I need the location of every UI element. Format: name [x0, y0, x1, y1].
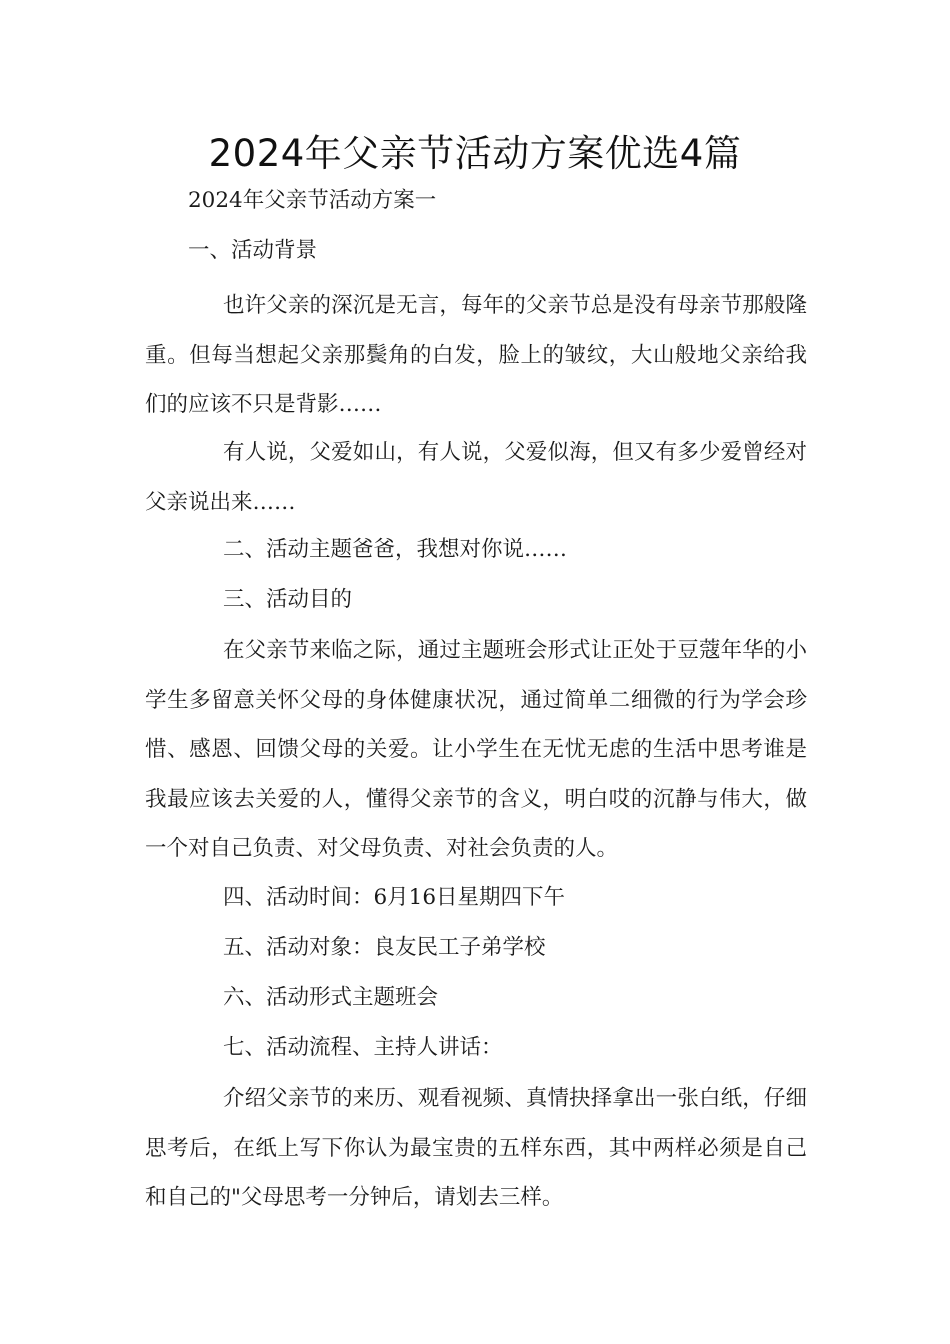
- target-line: 五、活动对象：良友民工子弟学校: [223, 935, 546, 960]
- purpose-heading: 三、活动目的: [223, 587, 353, 612]
- document-title: 2024年父亲节活动方案优选4篇: [208, 132, 742, 175]
- purpose-paragraph: 在父亲节来临之际，通过主题班会形式让正处于豆蔻年华的小学生多留意关怀父母的身体健康状况，通过简单二细微的行为学会珍惜、感恩、回馈父母的关爱。让小学生在无忧无虑的生活中思考谁是我最应该去关爱的人，懂得父亲节的含义，明白哎的沉静与伟大，做一个对自己负责、对父母负责、对社会负责的人。: [145, 638, 807, 861]
- format-line: 六、活动形式主题班会: [223, 985, 439, 1010]
- time-line: 四、活动时间：6月16日星期四下午: [223, 885, 566, 910]
- process-paragraph: 介绍父亲节的来历、观看视频、真情抉择拿出一张白纸，仔细思考后，在纸上写下你认为最宝贵的五样东西，其中两样必须是自己和自己的"父母思考一分钟后，请划去三样。: [145, 1086, 807, 1210]
- plan-subtitle: 2024年父亲节活动方案一: [188, 188, 437, 213]
- background-paragraph-2: 有人说，父爱如山，有人说，父爱似海，但又有多少爱曾经对父亲说出来……: [145, 440, 807, 515]
- background-heading: 一、活动背景: [188, 238, 318, 263]
- background-paragraph-1: 也许父亲的深沉是无言，每年的父亲节总是没有母亲节那般隆重。但每当想起父亲那鬓角的白发，脸上的皱纹，大山般地父亲给我们的应该不只是背影……: [145, 293, 807, 417]
- process-heading: 七、活动流程、主持人讲话：: [223, 1035, 503, 1060]
- theme-line: 二、活动主题爸爸，我想对你说……: [223, 537, 568, 562]
